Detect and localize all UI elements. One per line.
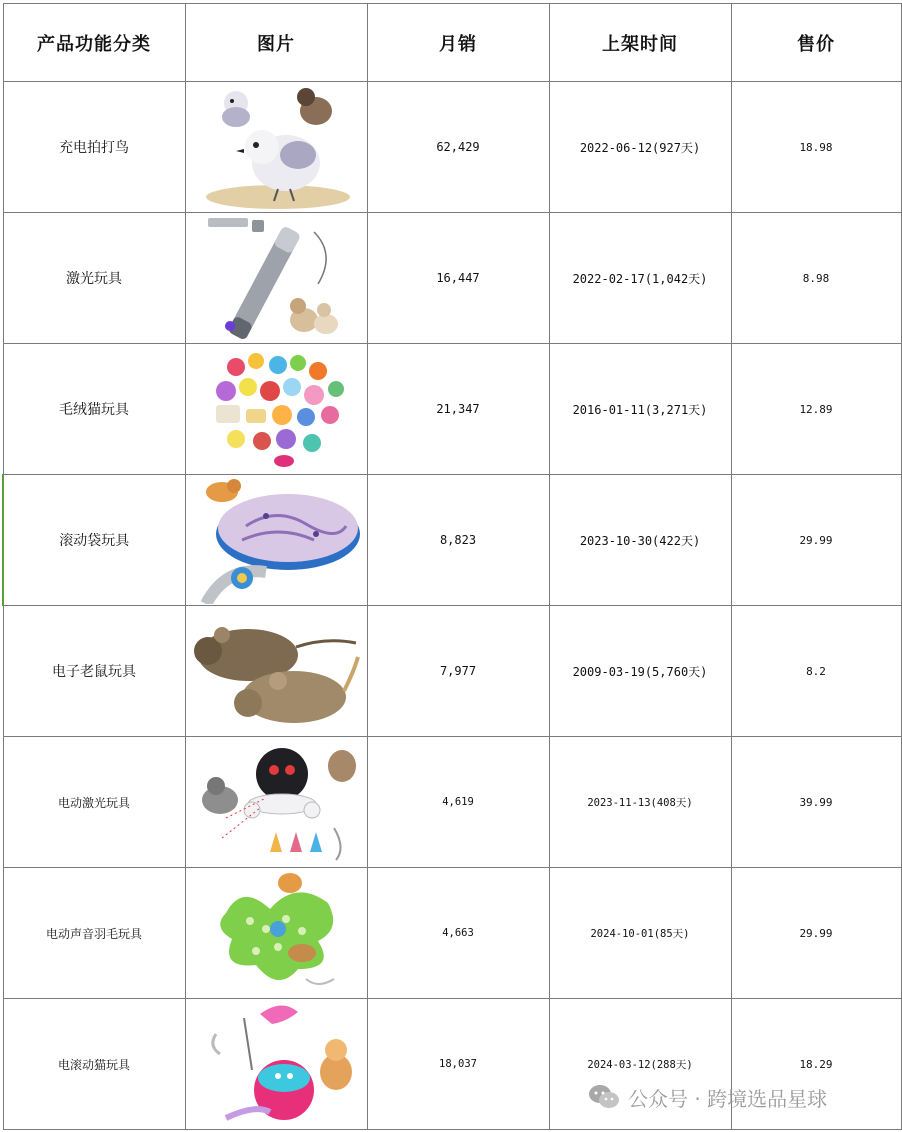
category-cell: 充电拍打鸟 xyxy=(3,82,185,213)
image-cell xyxy=(185,213,367,344)
sales-cell: 4,663 xyxy=(367,868,549,999)
category-cell: 电动激光玩具 xyxy=(3,737,185,868)
sales-cell: 16,447 xyxy=(367,213,549,344)
header-price: 售价 xyxy=(731,4,901,82)
listed-cell: 2009-03-19(5,760天) xyxy=(549,606,731,737)
sales-cell: 8,823 xyxy=(367,475,549,606)
header-row xyxy=(3,4,901,82)
header-sales: 月销 xyxy=(367,4,549,82)
laser-robot-image xyxy=(186,738,366,866)
listed-cell: 2022-02-17(1,042天) xyxy=(549,213,731,344)
category-cell: 电动声音羽毛玩具 xyxy=(3,868,185,999)
listed-cell: 2023-10-30(422天) xyxy=(549,475,731,606)
category-cell: 激光玩具 xyxy=(3,213,185,344)
sales-cell: 62,429 xyxy=(367,82,549,213)
price-cell: 29.99 xyxy=(731,475,901,606)
sales-cell: 4,619 xyxy=(367,737,549,868)
table-row xyxy=(3,606,901,737)
header-image: 图片 xyxy=(185,4,367,82)
sales-cell: 7,977 xyxy=(367,606,549,737)
sales-cell: 21,347 xyxy=(367,344,549,475)
watermark-text: 公众号 · 跨境选品星球 xyxy=(628,1086,828,1111)
image-cell xyxy=(185,82,367,213)
roller-track-image xyxy=(186,476,366,604)
listed-cell: 2024-10-01(85天) xyxy=(549,868,731,999)
listed-cell: 2022-06-12(927天) xyxy=(549,82,731,213)
bird-toy-image xyxy=(186,83,366,211)
table-row xyxy=(3,82,901,213)
price-cell: 18.98 xyxy=(731,82,901,213)
watermark xyxy=(588,1080,827,1114)
feather-toy-image xyxy=(186,869,366,997)
mouse-toy-image xyxy=(186,607,366,735)
table-row xyxy=(3,737,901,868)
rolling-ball-image xyxy=(186,1000,366,1128)
image-cell xyxy=(185,606,367,737)
category-cell: 电子老鼠玩具 xyxy=(3,606,185,737)
table-row xyxy=(3,475,901,606)
wechat-icon xyxy=(588,1083,620,1111)
price-cell: 8.2 xyxy=(731,606,901,737)
category-cell: 滚动袋玩具 xyxy=(3,475,185,606)
product-table xyxy=(2,3,902,1130)
price-cell: 8.98 xyxy=(731,213,901,344)
table-row xyxy=(3,213,901,344)
category-cell: 电滚动猫玩具 xyxy=(3,999,185,1130)
listed-cell: 2024-03-12(288天) xyxy=(549,999,731,1130)
price-cell: 18.29 xyxy=(731,999,901,1130)
laser-pen-image xyxy=(186,214,366,342)
header-listed: 上架时间 xyxy=(549,4,731,82)
table-row xyxy=(3,868,901,999)
header-category: 产品功能分类 xyxy=(3,4,185,82)
price-cell: 39.99 xyxy=(731,737,901,868)
plush-toys-image xyxy=(186,345,366,473)
price-cell: 12.89 xyxy=(731,344,901,475)
image-cell xyxy=(185,737,367,868)
image-cell xyxy=(185,868,367,999)
image-cell xyxy=(185,475,367,606)
sales-cell: 18,037 xyxy=(367,999,549,1130)
image-cell xyxy=(185,344,367,475)
listed-cell: 2023-11-13(408天) xyxy=(549,737,731,868)
image-cell xyxy=(185,999,367,1130)
price-cell: 29.99 xyxy=(731,868,901,999)
table-row xyxy=(3,344,901,475)
listed-cell: 2016-01-11(3,271天) xyxy=(549,344,731,475)
category-cell: 毛绒猫玩具 xyxy=(3,344,185,475)
